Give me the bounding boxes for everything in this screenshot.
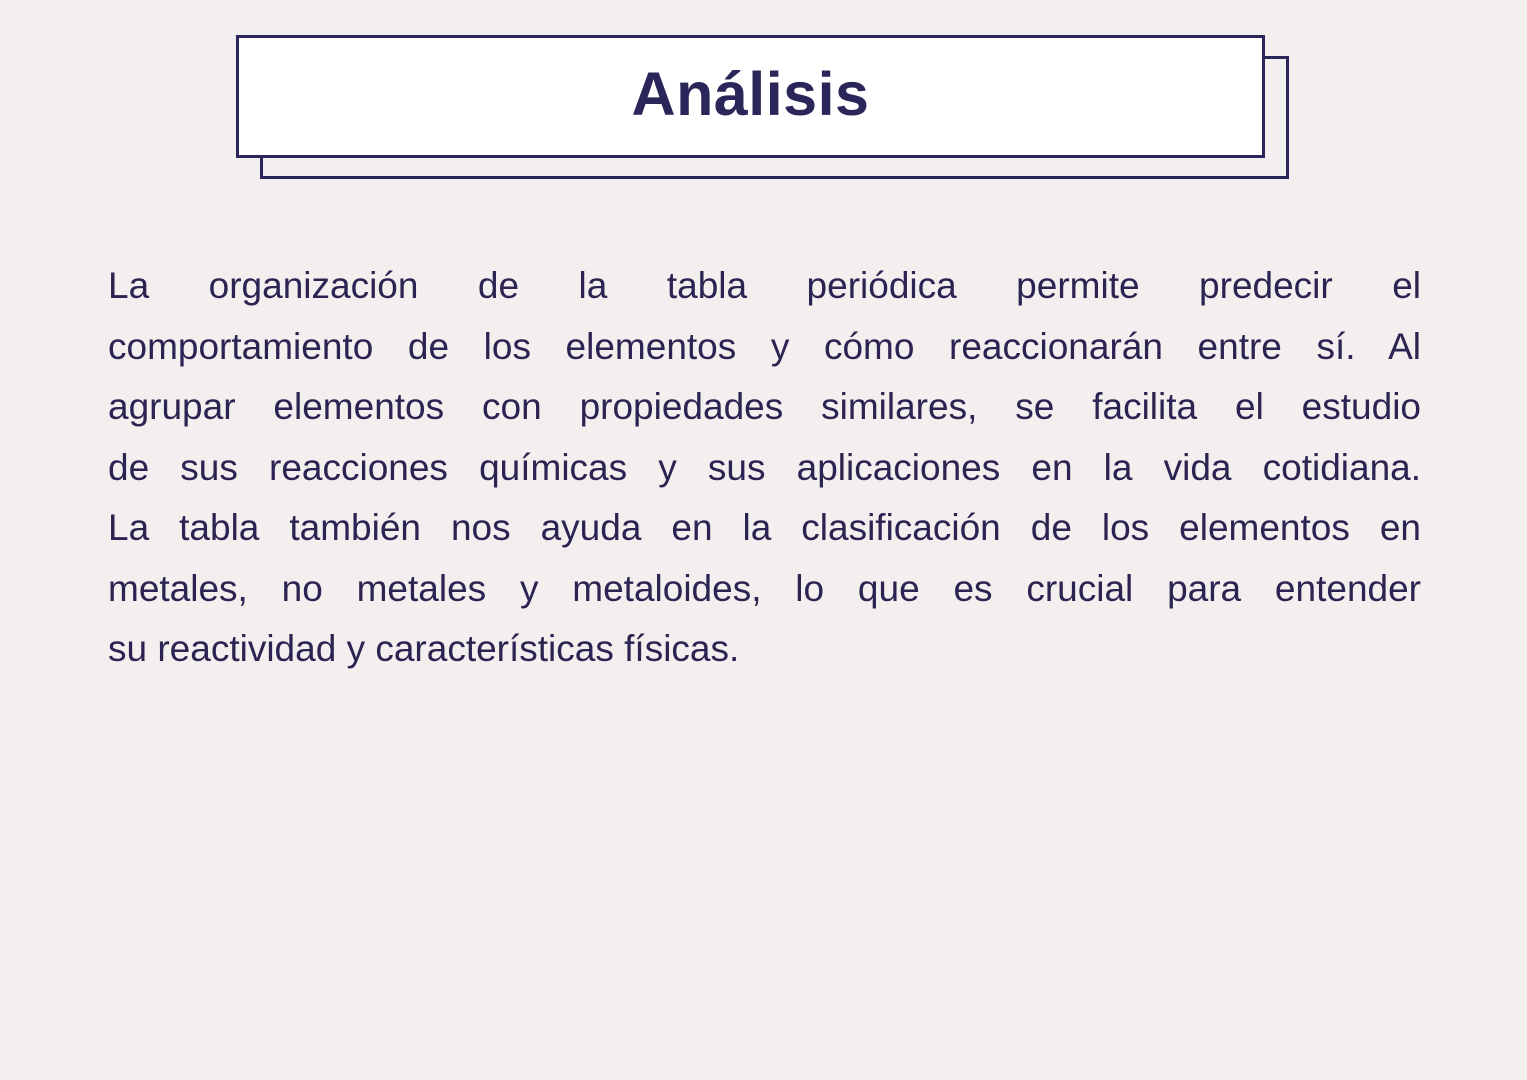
analysis-paragraph [108,256,1421,680]
paragraph-line: La tabla también nos ayuda en la clasificación de los elementos en [108,507,1421,548]
title-box [236,35,1265,158]
paragraph-line: agrupar elementos con propiedades similares, se facilita el estudio [108,386,1421,427]
paragraph-line: su reactividad y características físicas. [108,628,740,669]
paragraph-line: metales, no metales y metaloides, lo que es crucial para entender [108,567,1421,609]
paragraph-line: La organización de la tabla periódica permite predecir el [108,265,1421,306]
paragraph-line: de sus reacciones químicas y sus aplicaciones en la vida cotidiana. [108,446,1421,488]
page-title: Análisis [631,60,870,128]
paragraph-line: comportamiento de los elementos y cómo reaccionarán entre sí. Al [108,325,1421,367]
